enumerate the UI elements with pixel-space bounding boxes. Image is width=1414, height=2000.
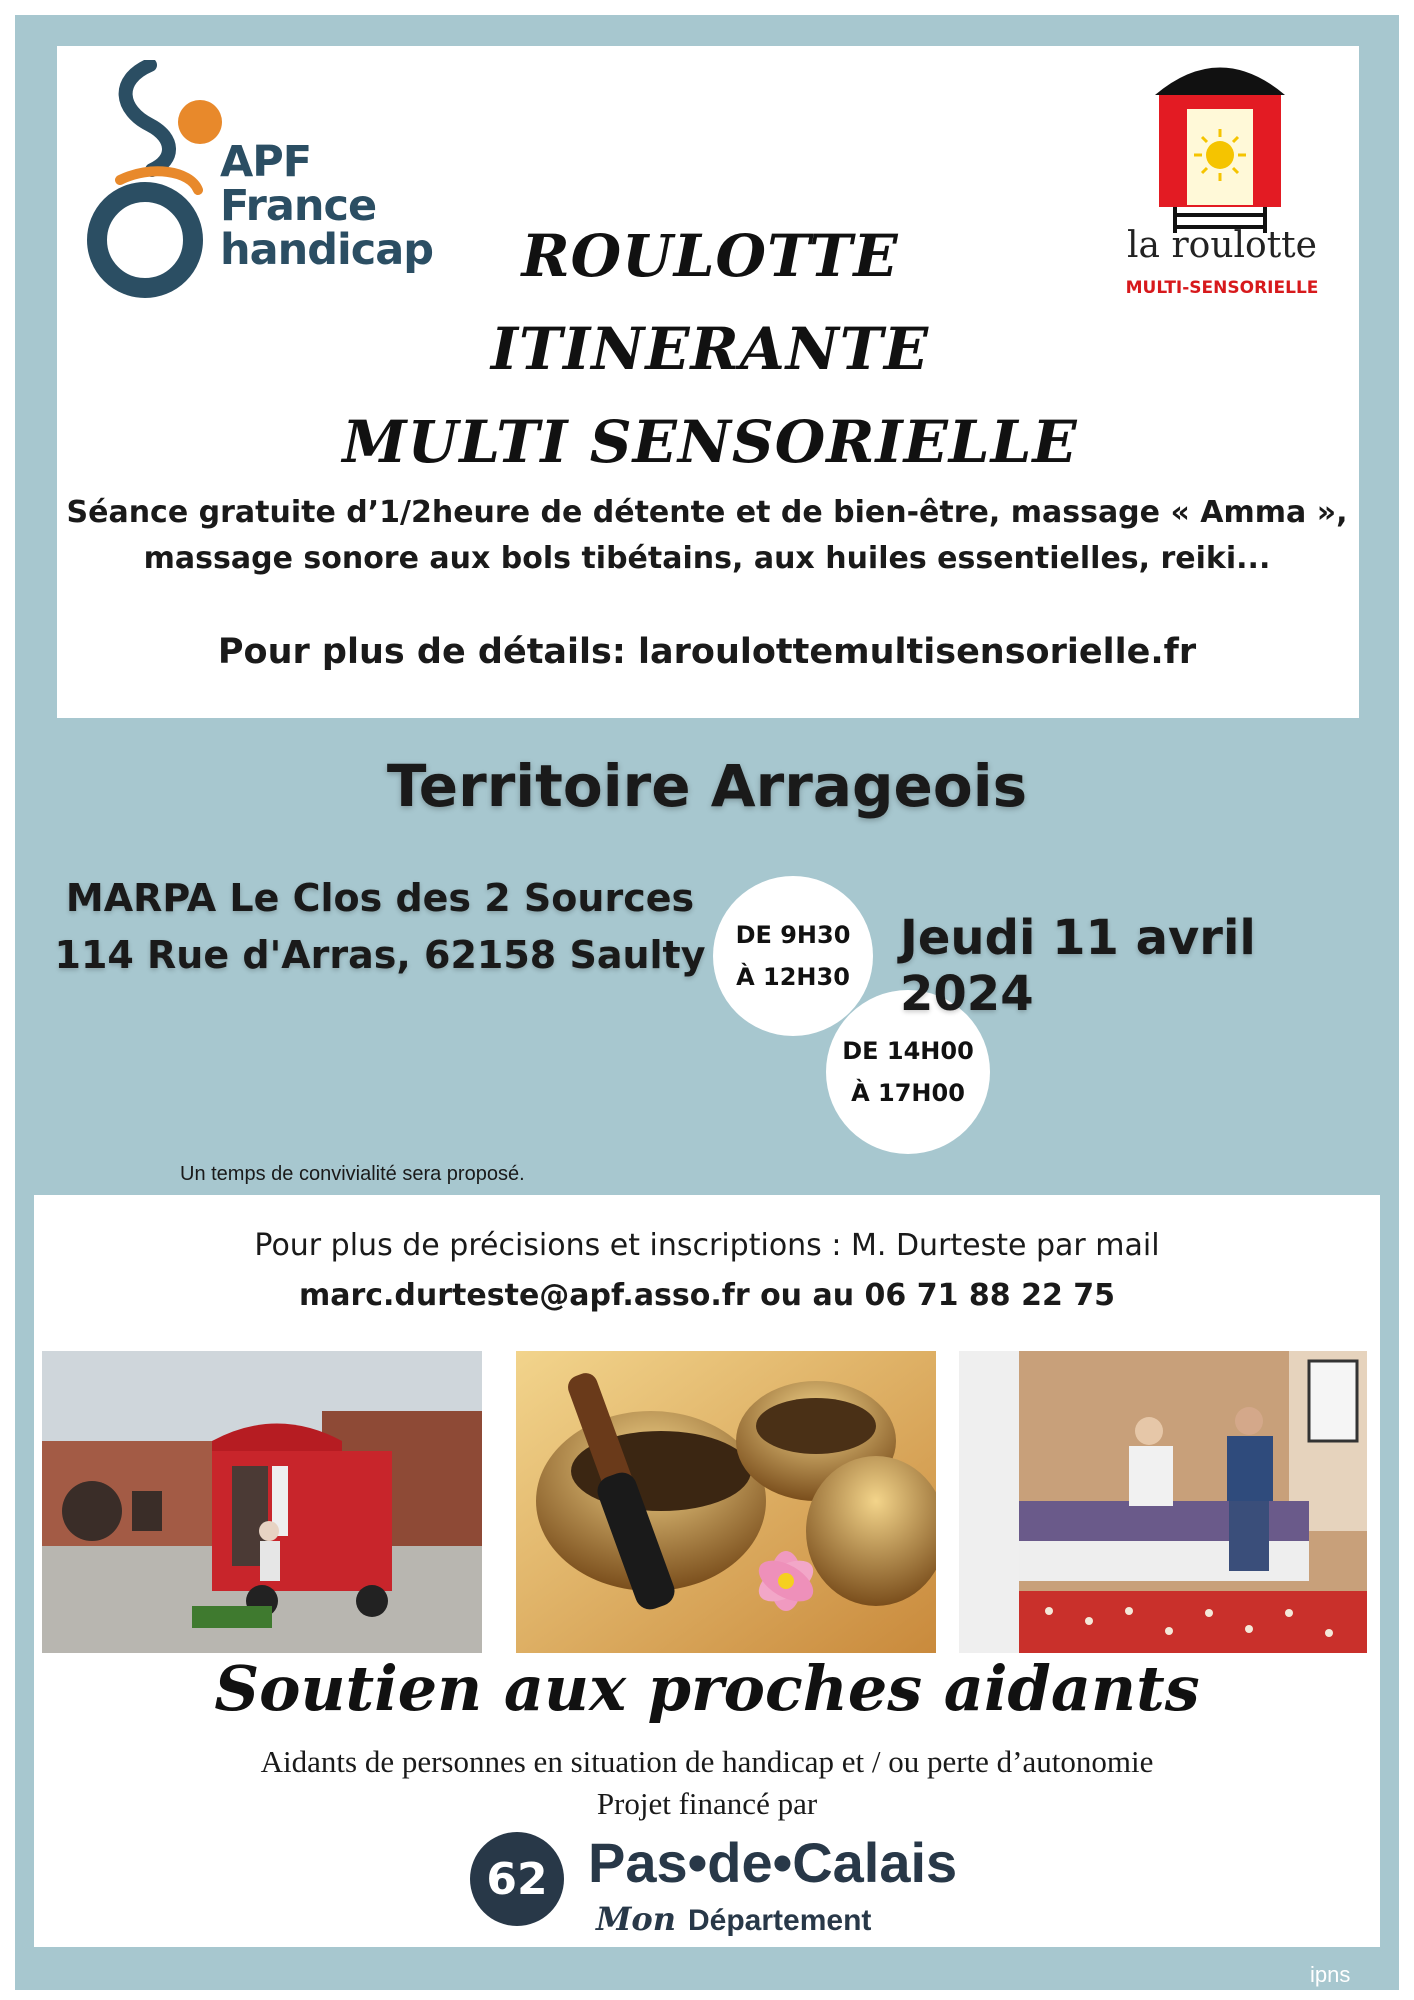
department-label: Département xyxy=(688,1904,872,1937)
contact-line-1: Pour plus de précisions et inscriptions : M. Durteste par mail xyxy=(254,1228,1160,1263)
event-date: Jeudi 11 avril 2024 xyxy=(900,910,1256,1022)
session-bubble-afternoon: DE 14H00 À 17H00 xyxy=(826,990,990,1154)
title-line-2: ITINERANTE xyxy=(490,315,930,383)
venue-address: MARPA Le Clos des 2 Sources 114 Rue d'Arras, 62158 Saulty xyxy=(54,876,706,977)
roulotte-logo-subtitle: MULTI-SENSORIELLE xyxy=(1125,278,1319,298)
department-mon: Mon xyxy=(596,1900,677,1938)
photo-caravan-interior xyxy=(959,1351,1367,1653)
ipns-watermark: ipns xyxy=(1310,1962,1351,1987)
roulotte-logo-icon xyxy=(1145,45,1295,235)
title-line-3: MULTI SENSORIELLE xyxy=(342,408,1078,476)
department-name: Pas•de•Calais xyxy=(588,1831,958,1894)
territory-heading: Territoire Arrageois xyxy=(386,752,1028,820)
funding-subtitle-1: Aidants de personnes en situation de handicap et / ou perte d’autonomie xyxy=(260,1744,1154,1779)
convivial-note: Un temps de convivialité sera proposé. xyxy=(180,1163,525,1185)
contact-line-2: marc.durteste@apf.asso.fr ou au 06 71 88 22 75 xyxy=(298,1278,1116,1313)
description: Séance gratuite d’1/2heure de détente et de bien-être, massage « Amma », massage sonore aux bols tibétains, aux huiles essentielles, reiki... xyxy=(66,495,1348,576)
department-number-badge: 62 xyxy=(470,1832,564,1926)
roulotte-logo-name: la roulotte xyxy=(1127,225,1317,266)
apf-logo-text: APF France handicap xyxy=(220,137,434,275)
funding-subtitle-2: Projet financé par xyxy=(596,1786,818,1821)
photo-singing-bowls xyxy=(516,1351,936,1653)
details-link: Pour plus de détails: laroulottemultisensorielle.fr xyxy=(217,632,1197,672)
session-bubble-morning: DE 9H30 À 12H30 xyxy=(713,876,873,1036)
photo-caravan xyxy=(42,1351,482,1653)
apf-logo-icon xyxy=(80,60,230,300)
title-line-1: ROULOTTE xyxy=(521,222,899,290)
slogan: Soutien aux proches aidants xyxy=(214,1652,1200,1725)
